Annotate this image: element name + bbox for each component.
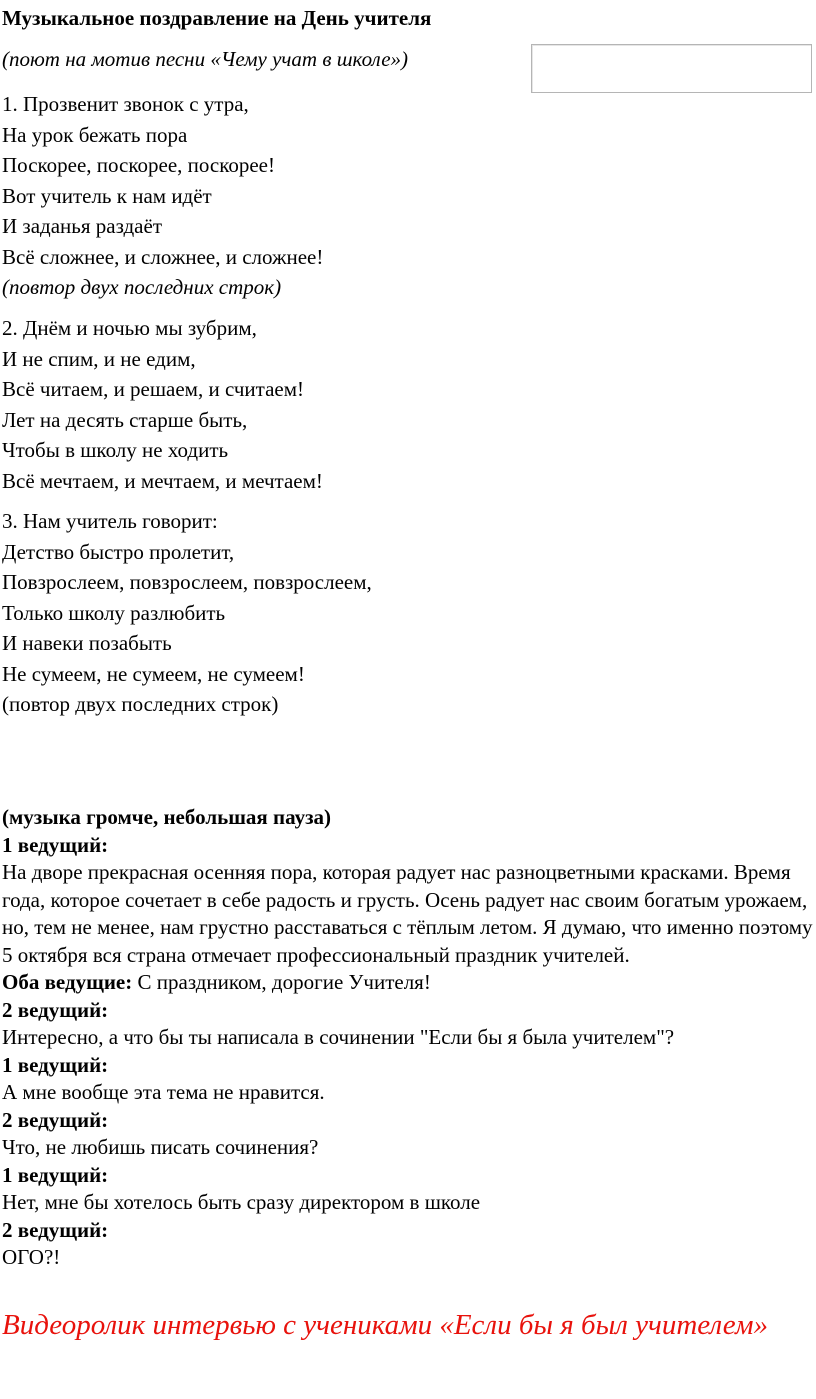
verse-line: И заданья раздаёт	[2, 214, 163, 238]
speaker-label: 1 ведущий:	[2, 1162, 109, 1187]
verse-line: 2. Днём и ночью мы зубрим,	[2, 316, 257, 340]
speech-text: ОГО?!	[2, 1245, 61, 1269]
verse-line: Всё читаем, и решаем, и считаем!	[2, 377, 305, 401]
verse-line: Лет на десять старше быть,	[2, 407, 248, 432]
verse-line: Чтобы в школу не ходить	[2, 438, 229, 462]
verse-line: Поскорее, поскорее, поскорее!	[2, 153, 275, 177]
verse-line: Всё мечтаем, и мечтаем, и мечтаем!	[2, 468, 323, 493]
speech-text: А мне вообще эта тема не нравится.	[2, 1080, 325, 1104]
speaker-label: 1 ведущий:	[2, 1052, 109, 1077]
verse-line: Повзрослеем, повзрослеем, повзрослеем,	[2, 570, 372, 594]
verse-line: 1. Прозвенит звонок с утра,	[2, 92, 249, 116]
speaker-label: 2 ведущий:	[2, 1217, 109, 1242]
verse-2	[2, 313, 323, 496]
verse-line: И навеки позабыть	[2, 631, 172, 655]
script-dialog	[2, 804, 814, 1272]
document-title: Музыкальное поздравление на День учителя	[2, 6, 432, 30]
verse-1	[2, 89, 323, 303]
empty-text-box	[531, 44, 812, 93]
verse-3	[2, 506, 372, 720]
speech-text: Интересно, а что бы ты написала в сочинении "Если бы я была учителем"?	[2, 1025, 675, 1049]
speech-text: С праздником, дорогие Учителя!	[132, 970, 431, 994]
verse-line: Всё сложнее, и сложнее, и сложнее!	[2, 244, 324, 269]
speaker-label: 1 ведущий:	[2, 832, 109, 857]
speech-text: Нет, мне бы хотелось быть сразу директором в школе	[2, 1190, 481, 1214]
verse-repeat-note: (повтор двух последних строк)	[2, 692, 279, 716]
verse-line: Вот учитель к нам идёт	[2, 183, 212, 208]
both-speakers-line	[2, 969, 814, 997]
document-subtitle: (поют на мотив песни «Чему учат в школе»)	[2, 47, 409, 71]
stage-direction: (музыка громче, небольшая пауза)	[2, 805, 332, 829]
verse-line: На урок бежать пора	[2, 122, 188, 147]
speaker-label: 2 ведущий:	[2, 1107, 109, 1132]
speaker-label: Оба ведущие:	[2, 970, 133, 994]
video-note: Видеоролик интервью с учениками «Если бы я был учителем»	[2, 1309, 768, 1341]
verse-line: И не спим, и не едим,	[2, 346, 196, 371]
verse-repeat-note: (повтор двух последних строк)	[2, 275, 282, 299]
verse-line: Детство быстро пролетит,	[2, 539, 235, 564]
verse-line: 3. Нам учитель говорит:	[2, 509, 218, 533]
verse-line: Только школу разлюбить	[2, 600, 226, 625]
verse-line: Не сумеем, не сумеем, не сумеем!	[2, 661, 305, 686]
speech-text: Что, не любишь писать сочинения?	[2, 1135, 319, 1159]
speech-paragraph: На дворе прекрасная осенняя пора, которая радует нас разноцветными красками. Время года, которое сочетает в себе радость и грусть. Осень радует нас своим богатым урожаем, но, тем не менее, нам грустно расставаться с тёплым летом. Я думаю, что именно поэтому 5 октября вся страна отмечает профессиональный праздник учителей.	[2, 860, 813, 967]
speaker-label: 2 ведущий:	[2, 997, 109, 1022]
